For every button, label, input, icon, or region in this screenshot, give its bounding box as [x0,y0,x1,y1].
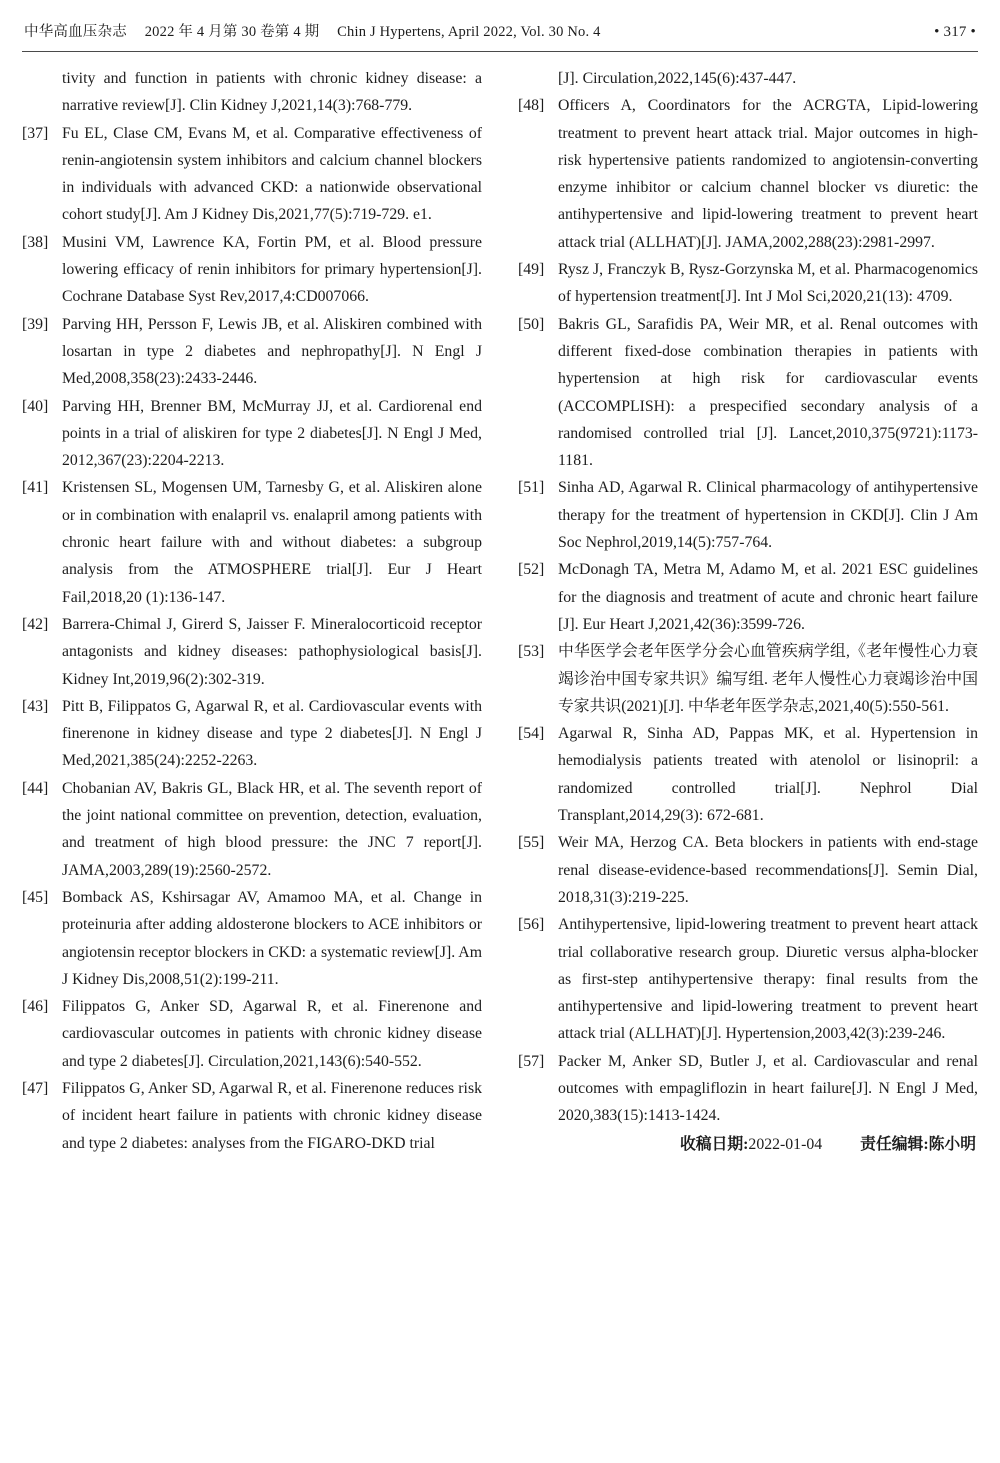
reference-text: McDonagh TA, Metra M, Adamo M, et al. 2021 ESC guidelines for the diagnosis and treatment of acute and chronic heart failure [J]. Eur Heart J,2021,42(36):3599-726. [558,561,978,633]
reference-item [518,720,978,829]
reference-item [518,92,978,256]
reference-list-right [518,65,978,1130]
reference-item [518,829,978,911]
reference-number: [57] [518,1052,545,1070]
reference-item [518,474,978,556]
reference-item [518,638,978,720]
reference-text: Antihypertensive, lipid-lowering treatment to prevent heart attack trial collaborative research group. Diuretic versus alpha-blocker as first-step antihypertensive therapy: final results from the antihypertensive and lipid-lowering treatment to prevent heart attack trial (ALLHAT)[J]. Hypertension,2003,42(3):239-246. [558,916,978,1043]
reference-text: Rysz J, Franczyk B, Rysz-Gorzynska M, et al. Pharmacogenomics of hypertension treatment[J]. Int J Mol Sci,2020,21(13): 4709. [558,261,978,306]
reference-text: Fu EL, Clase CM, Evans M, et al. Comparative effectiveness of renin-angiotensin system inhibitors and calcium channel blockers in individuals with advanced CKD: a nationwide observational cohort study[J]. Am J Kidney Dis,2021,77(5):719-729. e1. [62,124,482,224]
reference-number: [45] [22,888,49,906]
reference-number: [48] [518,97,545,115]
reference-text: Parving HH, Persson F, Lewis JB, et al. Aliskiren combined with losartan in type 2 diabetes and nephropathy[J]. N Engl J Med,2008,358(23):2433-2446. [62,315,482,388]
journal-title-cn: 中华高血压杂志 [24,24,127,40]
reference-item [22,611,482,693]
reference-continuation [22,65,482,120]
reference-text: Kristensen SL, Mogensen UM, Tarnesby G, et al. Aliskiren alone or in combination with enalapril vs. enalapril among patients with chronic heart failure with and without diabetes: a subgroup analysis from the ATMOSPHERE trial[J]. Eur J Heart Fail,2018,20 (1):136-147. [62,479,482,606]
reference-text: 中华医学会老年医学分会心血管疾病学组,《老年慢性心力衰竭诊治中国专家共识》编写组. 老年人慢性心力衰竭诊治中国专家共识(2021)[J]. 中华老年医学杂志,2021,40(5):550-561. [558,643,978,715]
journal-info [24,20,601,41]
reference-item [518,256,978,311]
reference-item [518,311,978,475]
reference-continuation [518,65,978,92]
reference-text: Filippatos G, Anker SD, Agarwal R, et al. Finerenone reduces risk of incident heart failure in patients with chronic kidney disease and type 2 diabetes: analyses from the FIGARO-DKD trial [62,1079,482,1152]
reference-text: Officers A, Coordinators for the ACRGTA, Lipid-lowering treatment to prevent heart attack trial. Major outcomes in high-risk hypertensive patients randomized to angiotensin-converting enzyme inhibitor or calcium channel blocker vs diuretic: the antihypertensive and lipid-lowering treatment to prevent heart attack trial (ALLHAT)[J]. JAMA,2002,288(23):2981-2997. [558,97,978,251]
reference-text: Pitt B, Filippatos G, Agarwal R, et al. Cardiovascular events with finerenone in kidney disease and type 2 diabetes[J]. N Engl J Med,2021,385(24):2252-2263. [62,697,482,770]
reference-item [22,693,482,775]
page-header [22,16,978,52]
reference-number: [43] [22,697,49,715]
reference-text: Barrera-Chimal J, Girerd S, Jaisser F. Mineralocorticoid receptor antagonists and kidney diseases: pathophysiological basis[J]. Kidney Int,2019,96(2):302-319. [62,615,482,688]
reference-number: [39] [22,315,49,333]
reference-number [22,65,62,120]
reference-text: Agarwal R, Sinha AD, Pappas MK, et al. Hypertension in hemodialysis patients treated with atenolol or lisinopril: a randomized controlled trial[J]. Nephrol Dial Transplant,2014,29(3): 672-681. [558,725,978,825]
reference-item [22,311,482,393]
references-section [22,65,978,1158]
reference-number: [38] [22,233,49,251]
reference-text: Parving HH, Brenner BM, McMurray JJ, et al. Cardiorenal end points in a trial of aliskiren for type 2 diabetes[J]. N Engl J Med, 2012,367(23):2204-2213. [62,397,482,470]
references-right-column [518,65,978,1158]
reference-item [22,474,482,610]
reference-number: [40] [22,397,49,415]
reference-number: [42] [22,615,49,633]
editor-name: 陈小明 [928,1135,976,1153]
reference-text: Bomback AS, Kshirsagar AV, Amamoo MA, et al. Change in proteinuria after adding aldosterone blockers to ACE inhibitors or angiotensin receptor blockers in CKD: a systematic review[J]. Am J Kidney Dis,2008,51(2):199-211. [62,888,482,988]
responsible-editor [860,1136,976,1153]
reference-item [22,775,482,884]
reference-text: Packer M, Anker SD, Butler J, et al. Cardiovascular and renal outcomes with empagliflozin in heart failure[J]. N Engl J Med, 2020,383(15):1413-1424. [558,1052,978,1125]
reference-number [518,65,558,92]
reference-item [22,393,482,475]
reference-number: [44] [22,779,49,797]
reference-item [22,229,482,311]
received-date-value: 2022-01-04 [748,1135,823,1153]
reference-number: [51] [518,479,545,497]
article-endnote [518,1131,978,1158]
reference-text: Filippatos G, Anker SD, Agarwal R, et al. Finerenone and cardiovascular outcomes in patients with chronic kidney disease and type 2 diabetes[J]. Circulation,2021,143(6):540-552. [62,998,482,1070]
reference-item [518,911,978,1047]
reference-number: [53] [518,643,545,661]
reference-text: Weir MA, Herzog CA. Beta blockers in patients with end-stage renal disease-evidence-based recommendations[J]. Semin Dial, 2018,31(3):219-225. [558,834,978,906]
reference-list-left [22,65,482,1157]
reference-number: [41] [22,479,49,497]
reference-item [22,120,482,229]
reference-text: Bakris GL, Sarafidis PA, Weir MR, et al. Renal outcomes with different fixed-dose combination therapies in patients with hypertension at high risk for cardiovascular events (ACCOMPLISH): a prespecified secondary analysis of a randomised controlled trial [J]. Lancet,2010,375(9721):1173-1181. [558,315,978,470]
reference-number: [49] [518,261,545,279]
journal-title-en: Chin J Hypertens, April 2022, Vol. 30 No. 4 [337,24,601,40]
issue-info-cn: 2022 年 4 月第 30 卷第 4 期 [144,24,320,40]
reference-item [22,884,482,993]
reference-text: tivity and function in patients with chronic kidney disease: a narrative review[J]. Clin Kidney J,2021,14(3):768-779. [62,70,482,115]
reference-text: Sinha AD, Agarwal R. Clinical pharmacology of antihypertensive therapy for the treatment of hypertension in CKD[J]. Clin J Am Soc Nephrol,2019,14(5):757-764. [558,479,978,552]
reference-text: Chobanian AV, Bakris GL, Black HR, et al. The seventh report of the joint national committee on prevention, detection, evaluation, and treatment of high blood pressure: the JNC 7 report[J]. JAMA,2003,289(19):2560-2572. [62,779,482,879]
reference-number: [55] [518,834,545,852]
page-number: • 317 • [934,24,976,40]
reference-item [518,556,978,638]
reference-item [22,993,482,1075]
references-left-column [22,65,482,1158]
reference-number: [56] [518,916,545,934]
reference-item [22,1075,482,1157]
received-date-label: 收稿日期: [679,1135,749,1153]
reference-number: [50] [518,315,545,333]
reference-text: Musini VM, Lawrence KA, Fortin PM, et al. Blood pressure lowering efficacy of renin inhibitors for primary hypertension[J]. Cochrane Database Syst Rev,2017,4:CD007066. [62,233,482,306]
reference-number: [52] [518,561,545,579]
reference-number: [37] [22,124,49,142]
reference-number: [54] [518,725,545,743]
reference-text: [J]. Circulation,2022,145(6):437-447. [558,70,797,87]
reference-number: [46] [22,998,49,1016]
reference-item [518,1048,978,1130]
reference-number: [47] [22,1079,49,1097]
editor-label: 责任编辑: [860,1135,929,1153]
